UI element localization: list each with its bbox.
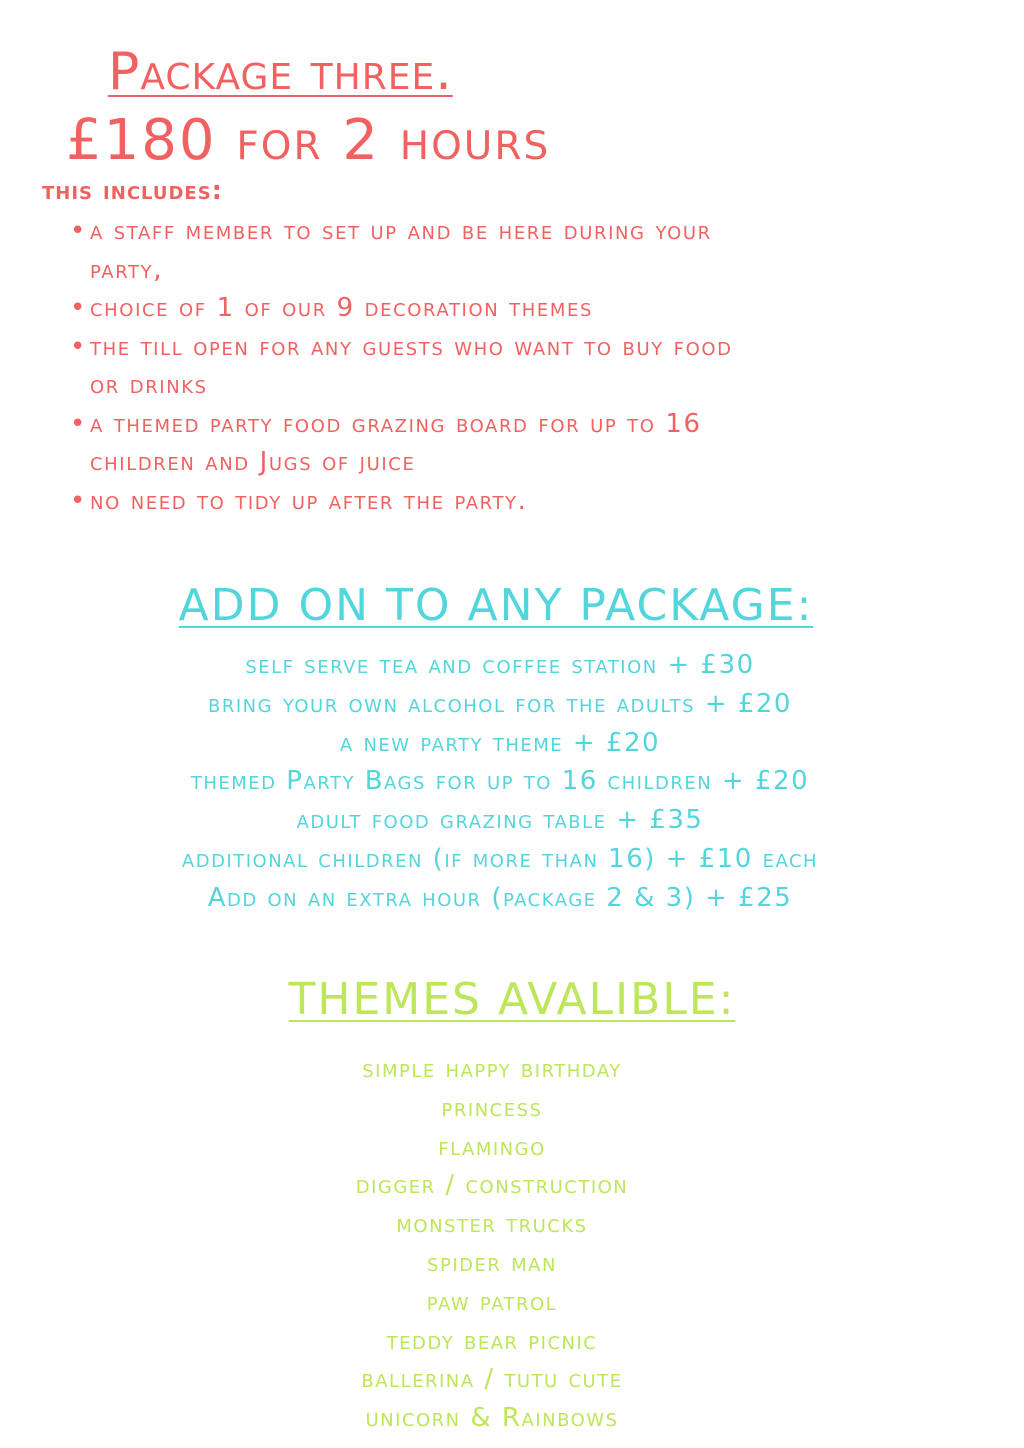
list-item-text: a staff member to set up and be here during your party, bbox=[90, 216, 712, 285]
theme-item: princess bbox=[441, 1092, 543, 1123]
list-item bbox=[66, 328, 1016, 405]
list-item bbox=[66, 482, 1016, 521]
theme-item: unicorn & Rainbows bbox=[365, 1403, 619, 1434]
addon-item: additional children (if more than 16) + £10 each bbox=[181, 843, 819, 874]
theme-item: ballerina / tutu cute bbox=[361, 1364, 623, 1395]
list-item bbox=[66, 405, 1016, 482]
includes-list bbox=[66, 212, 1016, 520]
list-item-text: the till open for any guests who want to buy food or drinks bbox=[90, 331, 733, 400]
addon-item: self serve tea and coffee station + £30 bbox=[245, 650, 755, 680]
addon-heading: ADD ON TO ANY PACKAGE: bbox=[178, 580, 814, 631]
addon-list bbox=[0, 646, 1012, 918]
addon-item: adult food grazing table + £35 bbox=[296, 805, 704, 836]
bullet-icon: • bbox=[70, 485, 87, 516]
addon-item: bring your own alcohol for the adults + £20 bbox=[208, 688, 792, 719]
package-title: Package three. bbox=[108, 42, 453, 102]
list-item bbox=[66, 212, 1016, 289]
bullet-icon: • bbox=[70, 331, 87, 362]
list-item bbox=[66, 289, 1016, 328]
theme-item: flamingo bbox=[438, 1131, 546, 1162]
theme-item: teddy bear picnic bbox=[386, 1325, 598, 1356]
package-price: £180 for 2 hours bbox=[66, 108, 551, 173]
addon-item: Add on an extra hour (package 2 & 3) + £25 bbox=[207, 882, 793, 913]
bullet-icon: • bbox=[70, 216, 87, 246]
themes-heading: THEMES AVALIBLE: bbox=[288, 974, 736, 1025]
includes-label: this includes: bbox=[42, 176, 224, 206]
list-item-text: a themed party food grazing board for up to 16 children and Jugs of juice bbox=[90, 408, 702, 477]
theme-item: spider man bbox=[427, 1247, 557, 1278]
list-item-text: choice of 1 of our 9 decoration themes bbox=[90, 293, 593, 323]
bullet-icon: • bbox=[70, 293, 87, 323]
themes-list bbox=[0, 1050, 1004, 1438]
theme-item: paw patrol bbox=[426, 1286, 558, 1317]
theme-item: digger / construction bbox=[355, 1170, 629, 1201]
theme-item: monster trucks bbox=[396, 1209, 588, 1240]
addon-item: themed Party Bags for up to 16 children + £20 bbox=[190, 766, 810, 797]
theme-item: simple happy birthday bbox=[362, 1054, 622, 1084]
bullet-icon: • bbox=[70, 408, 87, 439]
addon-item: a new party theme + £20 bbox=[339, 727, 661, 758]
list-item-text: no need to tidy up after the party. bbox=[90, 485, 528, 516]
